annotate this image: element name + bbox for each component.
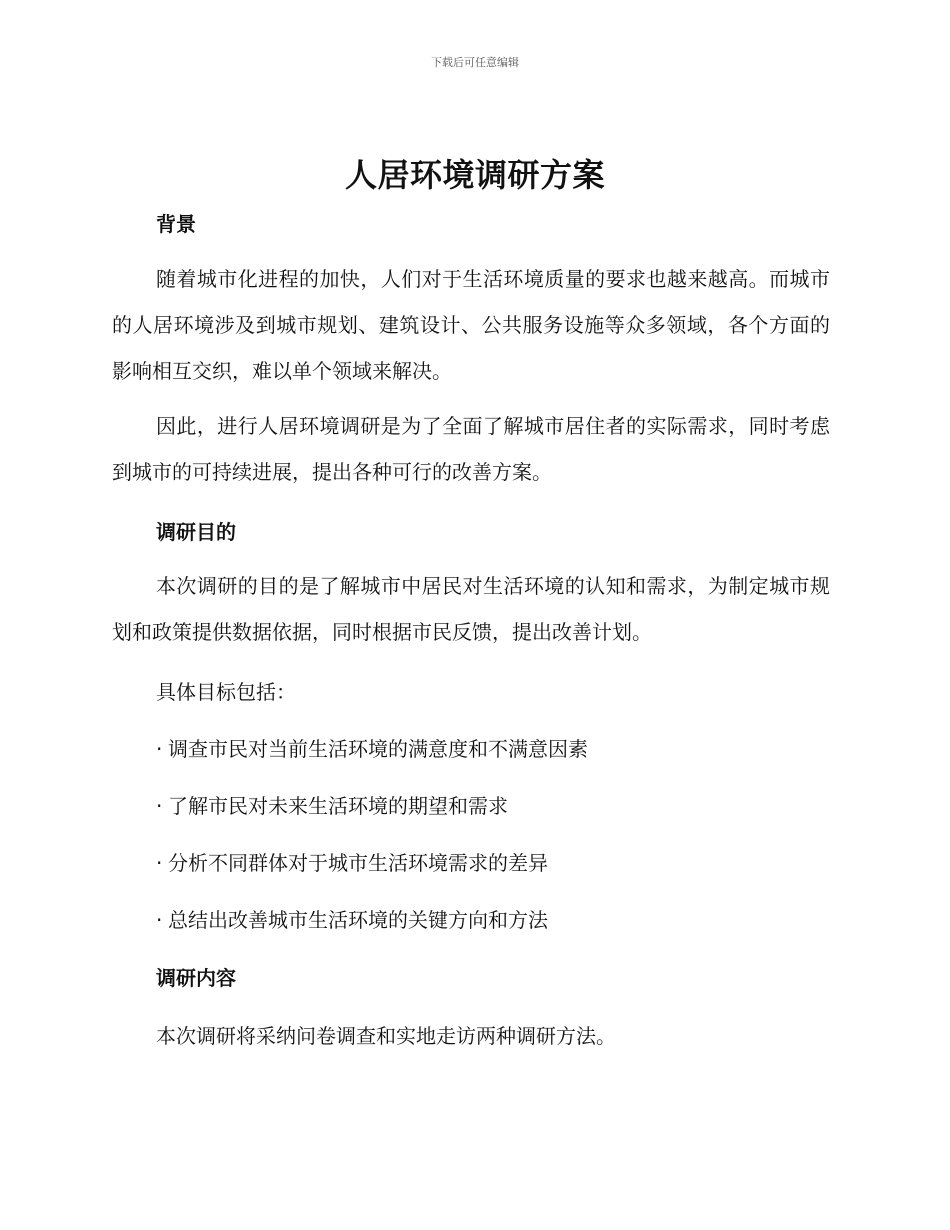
- purpose-intro: 具体目标包括：: [156, 680, 296, 704]
- bullet-dot: ·: [156, 908, 163, 932]
- background-paragraph-2: 因此，进行人居环境调研是为了全面了解城市居住者的实际需求，同时考虑到城市的可持续进展，提出各种可行的改善方案。: [112, 414, 830, 484]
- list-item-text: 分析不同群体对于城市生活环境需求的差异: [168, 851, 548, 875]
- background-paragraph-1: 随着城市化进程的加快，人们对于生活环境质量的要求也越来越高。而城市的人居环境涉及到城市规划、建筑设计、公共服务设施等众多领域，各个方面的影响相互交织，难以单个领域来解决。: [112, 267, 830, 383]
- bullet-dot: ·: [156, 794, 163, 818]
- list-item: [156, 790, 508, 819]
- section-heading-background: 背景: [156, 212, 196, 236]
- content-paragraph-1: 本次调研将采纳问卷调查和实地走访两种调研方法。: [156, 1024, 616, 1048]
- section-heading-purpose: 调研目的: [156, 520, 236, 544]
- list-item-text: 了解市民对未来生活环境的期望和需求: [168, 794, 508, 818]
- list-item-text: 总结出改善城市生活环境的关键方向和方法: [168, 908, 548, 932]
- list-item-text: 调查市民对当前生活环境的满意度和不满意因素: [168, 737, 588, 761]
- section-heading-content: 调研内容: [156, 966, 236, 990]
- purpose-paragraph-1: 本次调研的目的是了解城市中居民对生活环境的认知和需求，为制定城市规划和政策提供数据依据，同时根据市民反馈，提出改善计划。: [112, 574, 830, 644]
- list-item: [156, 904, 548, 933]
- list-item: [156, 733, 588, 762]
- bullet-dot: ·: [156, 737, 163, 761]
- document-title: 人居环境调研方案: [344, 156, 605, 194]
- list-item: [156, 847, 548, 876]
- bullet-dot: ·: [156, 851, 163, 875]
- header-note: 下载后可任意编辑: [431, 56, 519, 69]
